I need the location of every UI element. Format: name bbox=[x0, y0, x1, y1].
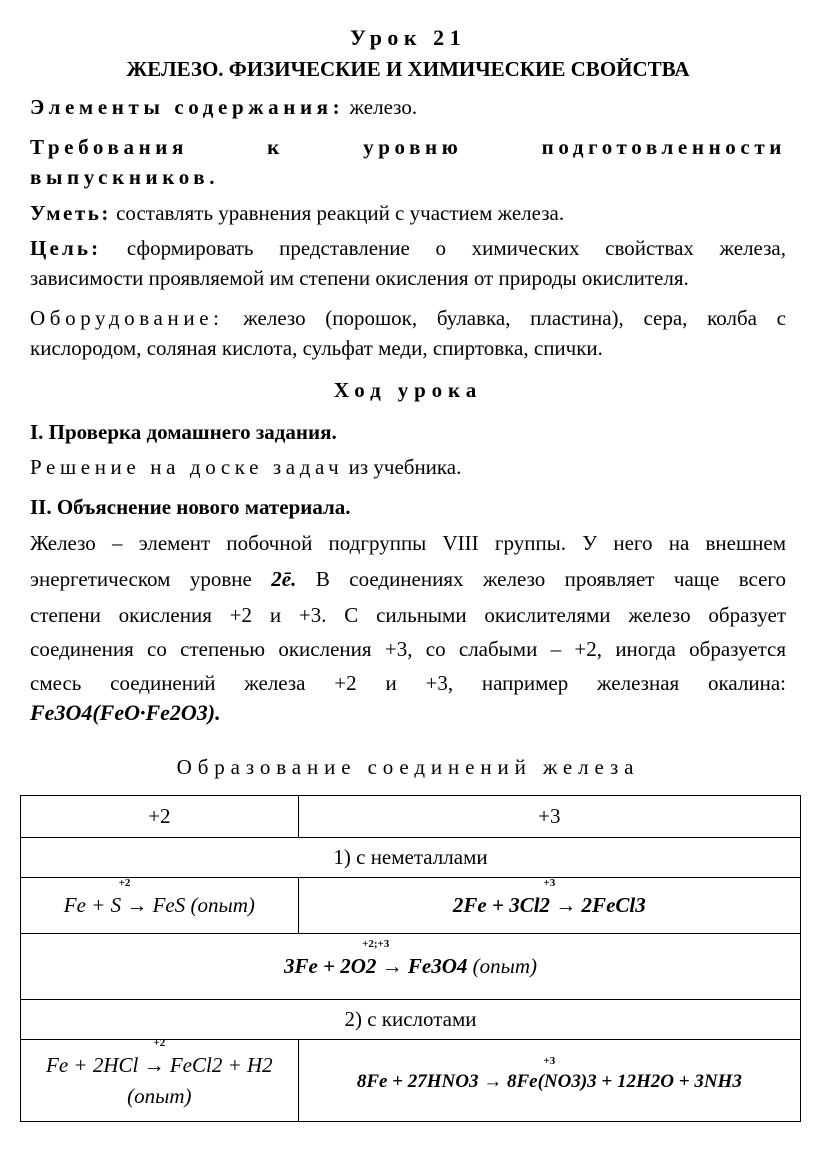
goal-label: Цель: bbox=[30, 236, 102, 260]
experiment-note: (опыт) bbox=[190, 893, 255, 918]
skill-label: Уметь: bbox=[30, 201, 111, 225]
experiment-note: (опыт) bbox=[472, 954, 538, 979]
iron-scale-formula: Fe3O4(FeO·Fe2O3). bbox=[30, 700, 221, 725]
section2-title: II. Объяснение нового материала. bbox=[30, 495, 351, 519]
paragraph-line-3: степени окисления +2 и +3. С сильными окислителями железо образует bbox=[30, 603, 786, 627]
reaction-fe-cl2 bbox=[298, 878, 800, 934]
goal-line-1 bbox=[30, 233, 786, 263]
ox-state-label: +2 bbox=[153, 1037, 166, 1050]
paragraph-line-2b: В соединениях железо проявляет чаще всего bbox=[315, 567, 787, 591]
reaction-fe-o2 bbox=[21, 934, 801, 1000]
table-row bbox=[21, 1040, 801, 1122]
table-row bbox=[21, 878, 801, 934]
goal-value-1: сформировать представление о химических свойствах железа, bbox=[126, 236, 786, 260]
reaction-fe-hno3 bbox=[298, 1040, 800, 1122]
elements-value: железо. bbox=[349, 95, 418, 119]
table-header-row bbox=[21, 796, 801, 838]
reaction-fe-hcl-eq: +2 Fe + 2HCl → FeCl2 + H2 bbox=[46, 1037, 273, 1078]
skill-line bbox=[30, 198, 786, 228]
equipment-line-1 bbox=[30, 303, 786, 333]
elements-label: Элементы содержания: bbox=[30, 95, 345, 119]
group-row-nonmetals bbox=[21, 838, 801, 878]
paragraph-line-5: смесь соединений железа +2 и +3, например железная окалина: bbox=[30, 671, 786, 695]
requirements-label-2: выпускников. bbox=[30, 165, 220, 189]
ox-state-label: +3 bbox=[543, 1055, 556, 1068]
reaction-fe-s-eq: +2 Fe + S → FeS bbox=[63, 877, 186, 918]
reaction-fe-hcl bbox=[21, 1037, 299, 1122]
paragraph-line-2a: энергетическом уровне bbox=[30, 567, 252, 591]
equipment-value-2: кислородом, соляная кислота, сульфат меди, спиртовка, спички. bbox=[30, 336, 603, 360]
reaction-fe-o2-eq: +2;+3 3Fe + 2O2 → Fe3O4 bbox=[283, 938, 468, 979]
group-row-acids bbox=[21, 1000, 801, 1040]
ox-state-label: +3 bbox=[543, 877, 556, 890]
equipment-label: Оборудование: bbox=[30, 306, 224, 330]
equipment-value-1: железо (порошок, булавка, пластина), сера, колба с bbox=[243, 306, 786, 330]
iron-compounds-table bbox=[20, 795, 801, 1122]
experiment-note: (опыт) bbox=[127, 1083, 192, 1108]
reaction-fe-s bbox=[21, 878, 299, 934]
table-row bbox=[21, 934, 801, 1000]
group-nonmetals: 1) с неметаллами bbox=[21, 838, 801, 878]
header-ox-2: +2 bbox=[21, 796, 299, 838]
section1-title: I. Проверка домашнего задания. bbox=[30, 420, 337, 444]
page-title: ЖЕЛЕЗО. ФИЗИЧЕСКИЕ И ХИМИЧЕСКИЕ СВОЙСТВА bbox=[126, 57, 690, 81]
section1-rest: из учебника. bbox=[348, 455, 462, 479]
section1-text bbox=[30, 452, 786, 482]
reaction-fe-cl2-eq: +3 2Fe + 3Cl2 → 2FeCl3 bbox=[452, 877, 646, 918]
paragraph-line-1: Железо – элемент побочной подгруппы VIII группы. У него на внешнем bbox=[30, 531, 786, 555]
section1-spaced: Решение на доске задач bbox=[30, 455, 344, 479]
skill-value: составлять уравнения реакций с участием железа. bbox=[116, 201, 565, 225]
reaction-fe-hno3-eq: +3 8Fe + 27HNO3 → 8Fe(NO3)3 + 12H2O + 3NH3 bbox=[356, 1055, 742, 1093]
goal-value-2: зависимости проявляемой им степени окисления от природы окислителя. bbox=[30, 266, 689, 290]
lesson-number: Урок 21 bbox=[349, 25, 467, 50]
paragraph-line-4: соединения со степенью окисления +3, со слабыми – +2, иногда образуется bbox=[30, 637, 786, 661]
electron-count: 2ē. bbox=[271, 567, 297, 591]
table-caption: Образование соединений железа bbox=[176, 755, 640, 779]
ox-state-label: +2;+3 bbox=[362, 938, 390, 951]
lesson-flow-title: Ход урока bbox=[333, 378, 483, 402]
header-ox-3: +3 bbox=[298, 796, 800, 838]
elements-line bbox=[30, 92, 786, 122]
requirements-label-1: Требования к уровню подготовленности bbox=[30, 135, 786, 159]
group-acids: 2) с кислотами bbox=[21, 1000, 801, 1040]
ox-state-label: +2 bbox=[118, 877, 131, 890]
paragraph-line-2 bbox=[30, 564, 786, 594]
